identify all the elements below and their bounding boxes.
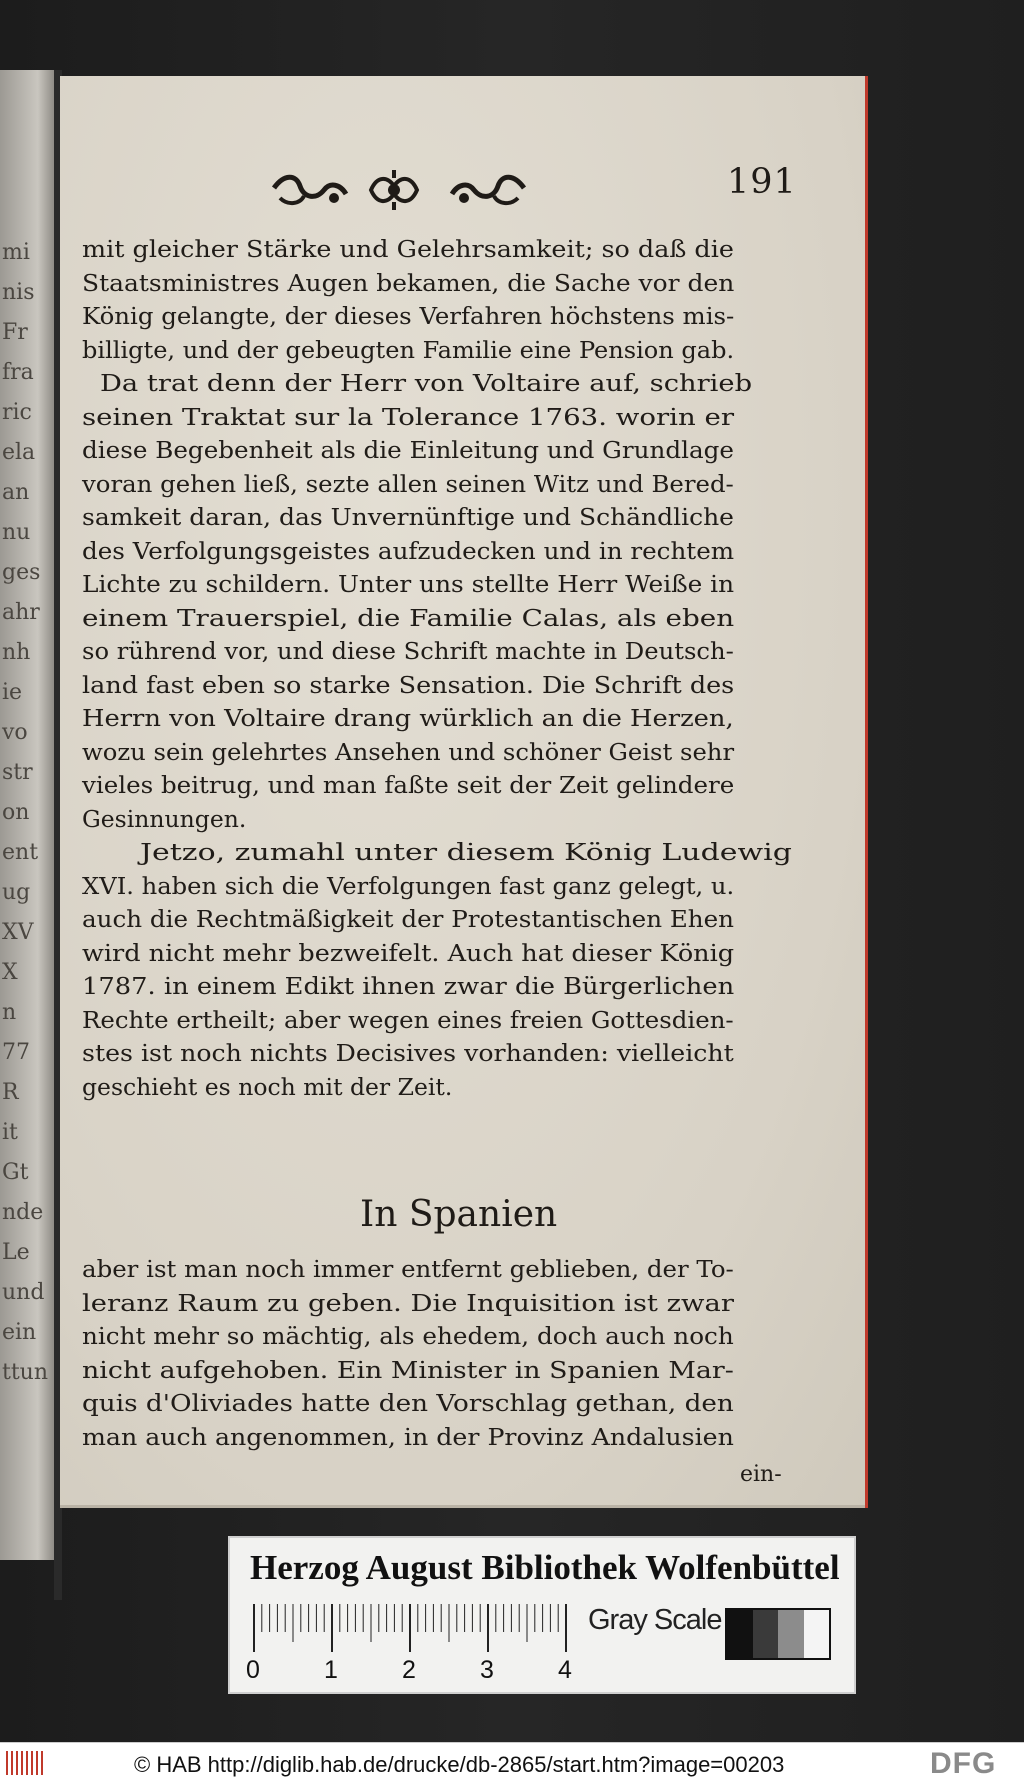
book-page (60, 76, 868, 1508)
left-page-fragment: Le (2, 1240, 30, 1265)
left-page-fragment: an (2, 480, 30, 505)
left-page-fragment: ric (2, 400, 32, 425)
text-line: mit gleicher Stärke und Gelehrsamkeit; so daß die (82, 235, 734, 263)
left-page-fragment: ent (2, 840, 39, 865)
text-line: nicht aufgehoben. Ein Minister in Spanien Mar- (82, 1355, 734, 1384)
left-page-fragment: on (2, 800, 30, 825)
left-page-edge (0, 70, 54, 1560)
text-line: stes ist noch nichts Decisives vorhanden: vielleicht (82, 1039, 734, 1067)
left-page-fragment: ug (2, 880, 31, 905)
text-line: aber ist man noch immer entfernt geblieben, der To- (82, 1255, 734, 1283)
left-page-fragment: XV (2, 920, 34, 945)
section-heading: In Spanien (360, 1194, 558, 1235)
library-name: Herzog August Bibliothek Wolfenbüttel (250, 1548, 840, 1587)
ruler-scale (250, 1604, 570, 1654)
left-page-fragment: nis (2, 280, 35, 305)
left-page-fragment: mi (2, 240, 30, 265)
left-page-fragment: und (2, 1280, 45, 1305)
ruler-label: 2 (402, 1656, 416, 1684)
text-line: land fast eben so starke Sensation. Die Schrift des (82, 670, 735, 699)
text-line: samkeit daran, das Unvernünftige und Schändliche (82, 503, 734, 531)
footer-bar (0, 1742, 1024, 1782)
ornament-right-icon (448, 168, 528, 212)
left-page-fragment: n (2, 1000, 17, 1025)
left-page-fragment: ges (2, 560, 41, 585)
calibration-strip (228, 1536, 856, 1694)
text-line: billigte, und der gebeugten Familie eine Pension gab. (82, 335, 735, 364)
left-page-fragment: R (2, 1080, 19, 1105)
gray-swatch (753, 1610, 779, 1658)
left-page-fragment: nh (2, 640, 31, 665)
text-line: wird nicht mehr bezweifelt. Auch hat dieser König (82, 938, 735, 967)
text-line: Gesinnungen. (82, 804, 247, 833)
ornament-center-icon (365, 168, 423, 212)
ornament-left-icon (270, 168, 350, 212)
left-page-fragment: it (2, 1120, 18, 1145)
text-line: so rührend vor, und diese Schrift machte in Deutsch- (82, 637, 734, 665)
text-line: geschieht es noch mit der Zeit. (82, 1072, 453, 1101)
text-line: vieles beitrug, und man faßte seit der Zeit gelindere (82, 771, 735, 799)
gray-swatch (778, 1610, 804, 1658)
text-line: quis d'Oliviades hatte den Vorschlag gethan, den (82, 1389, 734, 1417)
left-page-fragment: fra (2, 360, 34, 385)
left-page-fragment: vo (2, 720, 28, 745)
catchword: ein- (740, 1462, 782, 1487)
left-page-fragment: nu (2, 520, 31, 545)
barcode-icon (6, 1751, 46, 1775)
gray-swatch (804, 1610, 830, 1658)
text-line: diese Begebenheit als die Einleitung und Grundlage (82, 436, 735, 464)
text-line: König gelangte, der dieses Verfahren höchstens mis- (82, 302, 735, 330)
text-line: seinen Traktat sur la Tolerance 1763. worin er (82, 402, 735, 431)
text-line: Jetzo, zumahl unter diesem König Ludewig (140, 838, 792, 866)
left-page-fragment: Fr (2, 320, 28, 345)
text-line: des Verfolgungsgeistes aufzudecken und in rechtem (82, 536, 735, 565)
text-line: 1787. in einem Edikt ihnen zwar die Bürgerlichen (82, 972, 735, 1000)
ruler-label: 3 (480, 1656, 494, 1684)
text-line: auch die Rechtmäßigkeit der Protestantischen Ehen (82, 905, 735, 933)
left-page-fragment: ie (2, 680, 23, 705)
ruler-label: 4 (558, 1656, 572, 1684)
left-page-fragment: ein (2, 1320, 37, 1345)
text-line: Da trat denn der Herr von Voltaire auf, schrieb (100, 369, 753, 397)
text-line: voran gehen ließ, sezte allen seinen Witz und Bered- (82, 469, 734, 498)
left-page-fragment: str (2, 760, 33, 785)
page-number: 191 (727, 162, 797, 202)
ruler-label: 1 (324, 1656, 338, 1684)
left-page-fragment: nde (2, 1200, 44, 1225)
text-line: einem Trauerspiel, die Familie Calas, als eben (82, 603, 735, 632)
dfg-logo: DFG (930, 1747, 997, 1780)
text-line: Rechte ertheilt; aber wegen eines freien Gottesdien- (82, 1005, 734, 1034)
gray-scale-label: Gray Scale (588, 1604, 722, 1636)
text-line: Herrn von Voltaire drang würklich an die Herzen, (82, 704, 734, 732)
gray-swatch (727, 1610, 753, 1658)
text-line: wozu sein gelehrtes Ansehen und schöner Geist sehr (82, 737, 735, 766)
text-line: leranz Raum zu geben. Die Inquisition ist zwar (82, 1288, 734, 1317)
text-line: Lichte zu schildern. Unter uns stellte Herr Weiße in (82, 570, 735, 598)
left-page-fragment: 77 (2, 1040, 30, 1065)
gray-scale-swatches (725, 1608, 831, 1660)
text-line: XVI. haben sich die Verfolgungen fast ganz gelegt, u. (82, 871, 735, 900)
footer-citation: © HAB http://diglib.hab.de/drucke/db-2865/start.htm?image=00203 (134, 1752, 785, 1777)
left-page-fragment: X (2, 960, 18, 985)
text-line: Staatsministres Augen bekamen, die Sache vor den (82, 268, 735, 297)
ruler-label: 0 (246, 1656, 260, 1684)
left-page-fragment: ela (2, 440, 36, 465)
text-line: man auch angenommen, in der Provinz Andalusien (82, 1422, 734, 1451)
text-line: nicht mehr so mächtig, als ehedem, doch auch noch (82, 1322, 734, 1350)
left-page-fragment: ttun (2, 1360, 49, 1385)
left-page-fragment: ahr (2, 600, 40, 625)
left-page-fragment: Gt (2, 1160, 29, 1185)
